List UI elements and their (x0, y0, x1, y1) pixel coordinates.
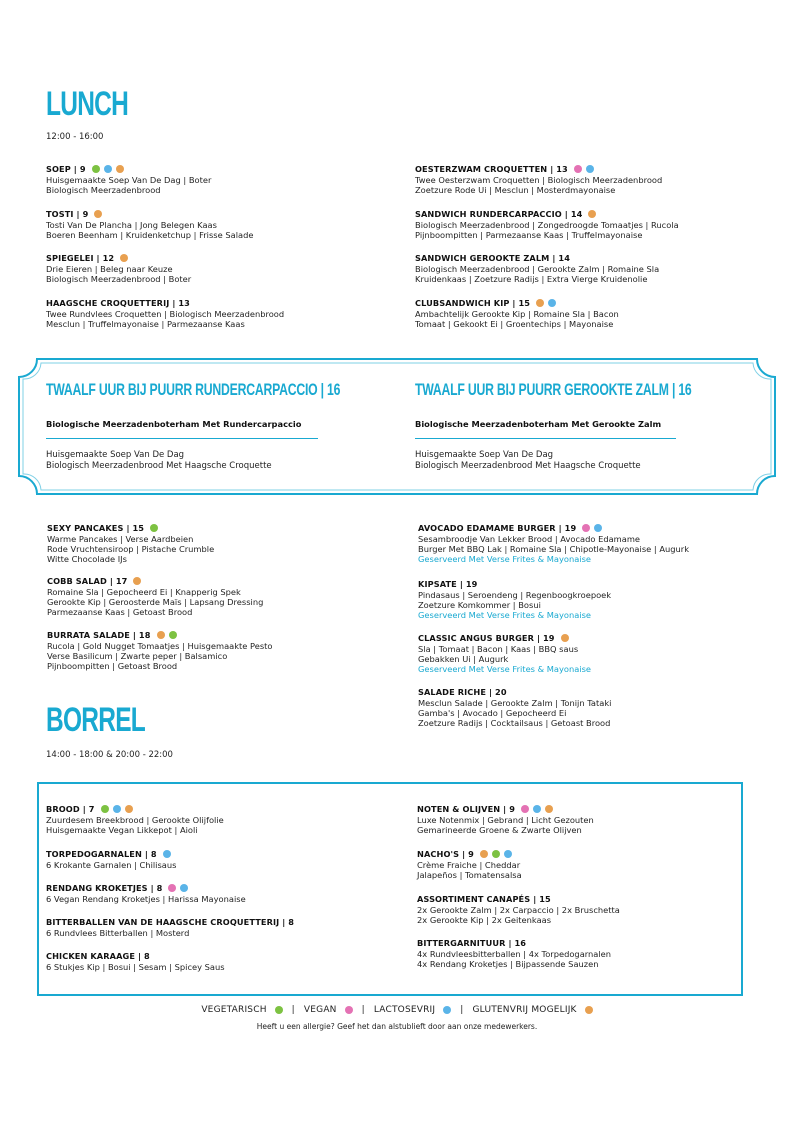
menu-item-description (46, 264, 191, 284)
description-line: Witte Chocolade IJs (47, 554, 127, 564)
description-line: Tosti Van De Plancha | Jong Belegen Kaas (46, 220, 217, 230)
lactosevrij-dot-icon (163, 850, 171, 858)
description-line: Jalapeños | Tomatensalsa (417, 870, 522, 880)
menu-item-header (46, 297, 284, 308)
special-line: Biologisch Meerzadenbrood Met Haagsche Croquette (46, 460, 272, 471)
legend-separator: | (291, 1005, 295, 1015)
menu-item-name: SANDWICH RUNDERCARPACCIO | 14 (415, 208, 583, 219)
menu-item-header (47, 522, 214, 533)
dietary-tags (168, 884, 188, 892)
legend-vegetarisch (201, 1005, 282, 1015)
glutenvrij-dot-icon (480, 850, 488, 858)
menu-item-header (418, 522, 689, 533)
menu-item (415, 163, 662, 195)
legend-label: LACTOSEVRIJ (373, 1005, 436, 1015)
lactosevrij-dot-icon (548, 299, 556, 307)
description-line: Rucola | Gold Nugget Tomaatjes | Huisgemaakte Pesto (47, 641, 273, 651)
dietary-tags (94, 210, 102, 218)
glutenvrij-dot-icon (116, 165, 124, 173)
special-title-zalm: TWAALF UUR BIJ PUURR GEROOKTE ZALM | 16 (415, 380, 692, 399)
description-line: Burger Met BBQ Lak | Romaine Sla | Chipotle-Mayonaise | Augurk (418, 544, 689, 554)
menu-item-name: BURRATA SALADE | 18 (47, 629, 151, 640)
description-line: 6 Rundvlees Bitterballen | Mosterd (46, 928, 190, 938)
dietary-tags (521, 805, 553, 813)
menu-item-description (47, 641, 273, 671)
menu-item (418, 686, 611, 728)
menu-item (415, 297, 619, 329)
menu-item-header (417, 848, 522, 859)
menu-item-description (47, 534, 214, 564)
glutenvrij-dot-icon (157, 631, 165, 639)
allergy-note: Heeft u een allergie? Geef het dan alstublieft door aan onze medewerkers. (256, 1022, 538, 1031)
description-line: Gemarineerde Groene & Zwarte Olijven (417, 825, 582, 835)
description-line: 4x Rendang Kroketjes | Bijpassende Sauzen (417, 959, 599, 969)
glutenvrij-dot-icon (536, 299, 544, 307)
legend-separator: | (460, 1005, 464, 1015)
description-line: 6 Krokante Garnalen | Chilisaus (46, 860, 177, 870)
dietary-tags (92, 165, 124, 173)
menu-item-header (46, 916, 294, 927)
description-line: Luxe Notenmix | Gebrand | Licht Gezouten (417, 815, 594, 825)
menu-item-description (46, 894, 246, 904)
description-line: Pindasaus | Seroendeng | Regenboogkroepoek (418, 590, 612, 600)
menu-item-name: TOSTI | 9 (46, 208, 89, 219)
dietary-tags (480, 850, 512, 858)
description-line: 6 Stukjes Kip | Bosui | Sesam | Spicey Saus (46, 962, 225, 972)
menu-item-description (417, 860, 522, 880)
description-line: 2x Gerookte Zalm | 2x Carpaccio | 2x Bruschetta (417, 905, 620, 915)
lactosevrij-dot-icon (533, 805, 541, 813)
legend-separator: | (361, 1005, 365, 1015)
menu-item-name: NOTEN & OLIJVEN | 9 (417, 803, 516, 814)
menu-item-name: COBB SALAD | 17 (47, 575, 128, 586)
vegetarisch-dot-icon (92, 165, 100, 173)
description-line: Huisgemaakte Vegan Likkepot | Aioli (46, 825, 198, 835)
description-line: Zuurdesem Breekbrood | Gerookte Olijfolie (46, 815, 224, 825)
lunch-hours: 12:00 - 16:00 (46, 132, 104, 142)
dietary-tags (536, 299, 556, 307)
menu-item (46, 848, 176, 870)
legend-lactosevrij (374, 1005, 451, 1015)
menu-item-name: BITTERGARNITUUR | 16 (417, 937, 527, 948)
menu-item-description (46, 962, 225, 972)
vegan-dot-icon (582, 524, 590, 532)
menu-item (46, 882, 246, 904)
menu-item-name: CLASSIC ANGUS BURGER | 19 (418, 632, 555, 643)
menu-item-name: SANDWICH GEROOKTE ZALM | 14 (415, 252, 571, 263)
dietary-tags (561, 634, 569, 642)
menu-item-name: AVOCADO EDAMAME BURGER | 19 (418, 522, 577, 533)
menu-item-header (47, 575, 263, 586)
glutenvrij-dot-icon (133, 577, 141, 585)
menu-item-description (46, 928, 294, 938)
menu-item-header (417, 937, 611, 948)
dietary-tags (101, 805, 133, 813)
lunch-title: LUNCH (46, 85, 129, 123)
description-line: Pijnboompitten | Parmezaanse Kaas | Truffelmayonaise (415, 230, 643, 240)
vegan-dot-icon (574, 165, 582, 173)
glutenvrij-dot-icon (545, 805, 553, 813)
menu-item (46, 252, 191, 284)
glutenvrij-dot-icon (125, 805, 133, 813)
menu-item (47, 575, 263, 617)
vegetarisch-dot-icon (492, 850, 500, 858)
description-line: Gerookte Kip | Geroosterde Maïs | Lapsang Dressing (47, 597, 264, 607)
vegetarisch-dot-icon (169, 631, 177, 639)
menu-item-name: SPIEGELEI | 12 (46, 252, 115, 263)
menu-item-header (417, 803, 594, 814)
menu-item-name: BROOD | 7 (46, 803, 95, 814)
menu-item-name: BITTERBALLEN VAN DE HAAGSCHE CROQUETTERIJ | 8 (46, 916, 295, 927)
menu-item-name: RENDANG KROKETJES | 8 (46, 882, 163, 893)
legend-label: VEGETARISCH (201, 1005, 267, 1015)
menu-item-name: KIPSATE | 19 (418, 578, 478, 589)
menu-item-name: CHICKEN KARAAGE | 8 (46, 950, 150, 961)
description-line: Biologisch Meerzadenbrood | Gerookte Zalm | Romaine Sla (415, 264, 660, 274)
description-line: Tomaat | Gekookt Ei | Groentechips | Mayonaise (415, 319, 614, 329)
special-line: Biologisch Meerzadenbrood Met Haagsche Croquette (415, 460, 641, 471)
menu-item (415, 208, 679, 240)
lactosevrij-dot-icon (504, 850, 512, 858)
vegetarisch-dot-icon (101, 805, 109, 813)
menu-item-header (46, 163, 211, 174)
menu-item-description (415, 220, 679, 240)
dietary-tags (588, 210, 596, 218)
vegan-dot-icon (168, 884, 176, 892)
menu-item (46, 803, 224, 835)
description-line: Huisgemaakte Soep Van De Dag | Boter (46, 175, 212, 185)
served-with-note: Geserveerd Met Verse Frites & Mayonaise (418, 664, 592, 674)
lactosevrij-dot-icon (180, 884, 188, 892)
menu-item-header (46, 848, 176, 859)
menu-item-description (418, 644, 591, 674)
dietary-tags (150, 524, 158, 532)
menu-item-header (418, 686, 611, 697)
served-with-note: Geserveerd Met Verse Frites & Mayonaise (418, 554, 592, 564)
dietary-tags (163, 850, 171, 858)
lactosevrij-dot-icon (586, 165, 594, 173)
special-divider (46, 438, 318, 439)
menu-item (417, 803, 594, 835)
menu-item (47, 522, 214, 564)
dietary-tags (157, 631, 177, 639)
menu-item-name: SALADE RICHE | 20 (418, 686, 507, 697)
dietary-tags (133, 577, 141, 585)
description-line: Boeren Beenham | Kruidenketchup | Frisse Salade (46, 230, 254, 240)
dietary-tags (582, 524, 602, 532)
menu-item (415, 252, 659, 284)
menu-item (46, 297, 284, 329)
special-subtitle-zalm: Biologische Meerzadenboterham Met Gerookte Zalm (415, 419, 662, 429)
menu-item (417, 893, 620, 925)
menu-item (46, 208, 253, 240)
menu-item-description (417, 905, 620, 925)
menu-item-description (418, 534, 689, 564)
description-line: Pijnboompitten | Getoast Brood (47, 661, 178, 671)
vegetarisch-dot-icon (150, 524, 158, 532)
menu-item-header (46, 252, 191, 263)
gluten-free-dot-icon (585, 1006, 593, 1014)
borrel-hours: 14:00 - 18:00 & 20:00 - 22:00 (46, 750, 173, 760)
lactosevrij-dot-icon (594, 524, 602, 532)
menu-item-header (415, 208, 679, 219)
lactosevrij-dot-icon (104, 165, 112, 173)
menu-item-description (46, 220, 253, 240)
menu-item (46, 916, 294, 938)
menu-item-header (418, 578, 611, 589)
dietary-tags (120, 254, 128, 262)
dietary-tags (574, 165, 594, 173)
menu-item-name: SEXY PANCAKES | 15 (47, 522, 145, 533)
special-line: Huisgemaakte Soep Van De Dag (46, 450, 185, 460)
menu-item-name: OESTERZWAM CROQUETTEN | 13 (415, 163, 568, 174)
menu-item (47, 629, 273, 671)
legend-glutenvrij (473, 1005, 593, 1015)
description-line: Romaine Sla | Gepocheerd Ei | Knapperig Spek (47, 587, 241, 597)
menu-item-header (46, 208, 253, 219)
description-line: 6 Vegan Rendang Kroketjes | Harissa Mayonaise (46, 894, 246, 904)
menu-item-header (415, 297, 619, 308)
menu-item-name: NACHO'S | 9 (417, 848, 474, 859)
description-line: Ambachtelijk Gerookte Kip | Romaine Sla | Bacon (415, 309, 619, 319)
menu-item-description (415, 264, 659, 284)
menu-item-description (417, 949, 611, 969)
description-line: Sla | Tomaat | Bacon | Kaas | BBQ saus (418, 644, 579, 654)
description-line: Biologisch Meerzadenbrood | Zongedroogde Tomaatjes | Rucola (415, 220, 679, 230)
menu-item-description (418, 698, 611, 728)
menu-item-header (47, 629, 273, 640)
menu-item-header (418, 632, 591, 643)
description-line: Zoetzure Rode Ui | Mesclun | Mosterdmayonaise (415, 185, 616, 195)
menu-item-name: SOEP | 9 (46, 163, 86, 174)
description-line: Biologisch Meerzadenbrood | Boter (46, 274, 192, 284)
description-line: Kruidenkaas | Zoetzure Radijs | Extra Vierge Kruidenolie (415, 274, 648, 284)
glutenvrij-dot-icon (561, 634, 569, 642)
lactosevrij-dot-icon (113, 805, 121, 813)
description-line: Parmezaanse Kaas | Getoast Brood (47, 607, 193, 617)
description-line: Sesambroodje Van Lekker Brood | Avocado Edamame (418, 534, 641, 544)
menu-item-header (415, 252, 659, 263)
description-line: Gamba's | Avocado | Gepocheerd Ei (418, 708, 567, 718)
menu-item-header (46, 950, 225, 961)
description-line: Mesclun | Truffelmayonaise | Parmezaanse Kaas (46, 319, 245, 329)
menu-item-description (46, 860, 176, 870)
special-subtitle-carpaccio: Biologische Meerzadenboterham Met Rundercarpaccio (46, 419, 302, 429)
description-line: Zoetzure Komkommer | Bosui (418, 600, 541, 610)
description-line: Gebakken Ui | Augurk (418, 654, 509, 664)
menu-item-description (46, 815, 224, 835)
menu-item (418, 632, 591, 674)
menu-item-name: HAAGSCHE CROQUETTERIJ | 13 (46, 297, 190, 308)
description-line: Mesclun Salade | Gerookte Zalm | Tonijn Tataki (418, 698, 612, 708)
description-line: Biologisch Meerzadenbrood (46, 185, 161, 195)
menu-item-description (46, 175, 211, 195)
description-line: Twee Rundvlees Croquetten | Biologisch Meerzadenbrood (46, 309, 285, 319)
menu-item-description (415, 309, 619, 329)
glutenvrij-dot-icon (120, 254, 128, 262)
served-with-note: Geserveerd Met Verse Frites & Mayonaise (418, 610, 592, 620)
vegetarian-dot-icon (275, 1006, 283, 1014)
legend-vegan (304, 1005, 353, 1015)
description-line: Crème Fraiche | Cheddar (417, 860, 521, 870)
description-line: Zoetzure Radijs | Cocktailsaus | Getoast Brood (418, 718, 611, 728)
description-line: Verse Basilicum | Zwarte peper | Balsamico (47, 651, 228, 661)
menu-item-name: TORPEDOGARNALEN | 8 (46, 848, 157, 859)
menu-item (46, 950, 225, 972)
menu-item-header (415, 163, 662, 174)
legend-label: GLUTENVRIJ MOGELIJK (472, 1005, 577, 1015)
description-line: Rode Vruchtensiroop | Pistache Crumble (47, 544, 215, 554)
menu-item (418, 578, 611, 620)
borrel-title: BORREL (46, 701, 146, 739)
special-desc-zalm (415, 450, 641, 471)
menu-item-header (46, 882, 246, 893)
menu-item (417, 937, 611, 969)
menu-item-description (418, 590, 611, 620)
lactose-free-dot-icon (443, 1006, 451, 1014)
description-line: Warme Pancakes | Verse Aardbeien (47, 534, 194, 544)
description-line: Drie Eieren | Beleg naar Keuze (46, 264, 173, 274)
special-title-carpaccio: TWAALF UUR BIJ PUURR RUNDERCARPACCIO | 16 (46, 380, 341, 399)
special-divider (415, 438, 676, 439)
menu-item (46, 163, 211, 195)
menu-item-name: CLUBSANDWICH KIP | 15 (415, 297, 531, 308)
vegan-dot-icon (521, 805, 529, 813)
dietary-legend (0, 1005, 794, 1015)
description-line: Twee Oesterzwam Croquetten | Biologisch Meerzadenbrood (415, 175, 663, 185)
glutenvrij-dot-icon (588, 210, 596, 218)
glutenvrij-dot-icon (94, 210, 102, 218)
vegan-dot-icon (345, 1006, 353, 1014)
menu-item-description (47, 587, 263, 617)
menu-item-description (417, 815, 594, 835)
description-line: 4x Rundvleesbitterballen | 4x Torpedogarnalen (417, 949, 612, 959)
menu-item-header (417, 893, 620, 904)
legend-label: VEGAN (303, 1005, 337, 1015)
menu-item-name: ASSORTIMENT CANAPÉS | 15 (417, 893, 551, 904)
menu-item-header (46, 803, 224, 814)
menu-item (418, 522, 689, 564)
menu-item (417, 848, 522, 880)
special-line: Huisgemaakte Soep Van De Dag (415, 450, 554, 460)
menu-item-description (46, 309, 284, 329)
description-line: 2x Gerookte Kip | 2x Geitenkaas (417, 915, 552, 925)
special-desc-carpaccio (46, 450, 272, 471)
menu-item-description (415, 175, 662, 195)
